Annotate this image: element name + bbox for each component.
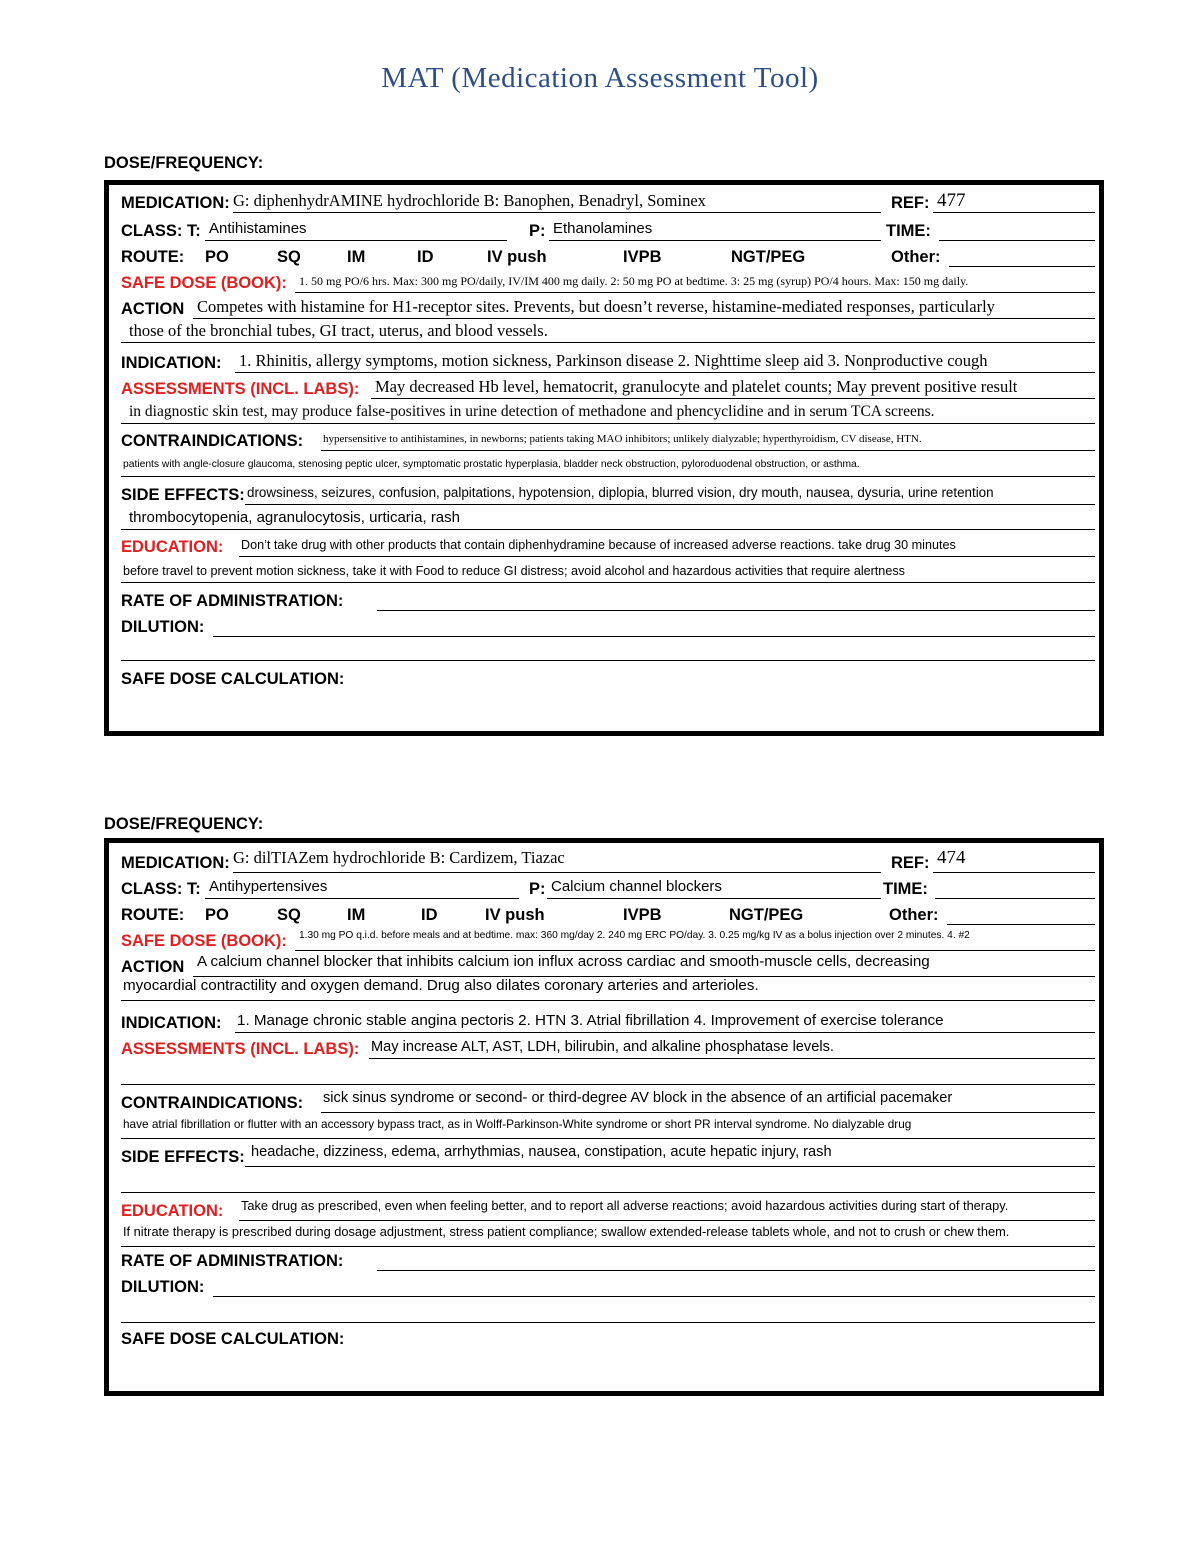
time-label: TIME: bbox=[886, 222, 931, 240]
safe-dose-label: SAFE DOSE (BOOK): bbox=[121, 932, 287, 950]
dilution-field[interactable] bbox=[213, 1275, 1095, 1297]
medication-field[interactable]: G: dilTIAZem hydrochloride B: Cardizem, Tiazac bbox=[233, 851, 881, 873]
contraindications-field-2[interactable]: patients with angle-closure glaucoma, stenosing peptic ulcer, symptomatic prostatic hyperplasia, bladder neck obstruction, pyloroduodenal obstruction, or asthma. bbox=[121, 455, 1095, 477]
education-label: EDUCATION: bbox=[121, 538, 224, 556]
contraindications-field-1[interactable]: sick sinus syndrome or second- or third-degree AV block in the absence of an artificial pacemaker bbox=[321, 1091, 1095, 1113]
route-ivpb[interactable]: IVPB bbox=[623, 248, 662, 266]
action-field-1[interactable]: Competes with histamine for H1-receptor sites. Prevents, but doesn’t reverse, histamine-mediated responses, particularly bbox=[193, 297, 1095, 319]
safe-dose-field[interactable]: 1. 50 mg PO/6 hrs. Max: 300 mg PO/daily, IV/IM 400 mg daily. 2: 50 mg PO at bedtime. 3: 25 mg (syrup) PO/4 hours. Max: 150 mg daily. bbox=[295, 271, 1095, 293]
education-field-1[interactable]: Don’t take drug with other products that contain diphenhydramine because of increased adverse reactions. take drug 30 minutes bbox=[239, 535, 1095, 557]
medication-label: MEDICATION: bbox=[121, 194, 230, 212]
dilution-field[interactable] bbox=[213, 615, 1095, 637]
side-effects-row bbox=[121, 481, 1101, 505]
class-p-field[interactable]: Calcium channel blockers bbox=[547, 877, 881, 899]
route-po[interactable]: PO bbox=[205, 248, 229, 266]
dilution-row bbox=[121, 1273, 1101, 1297]
dilution-label: DILUTION: bbox=[121, 1278, 205, 1296]
route-sq[interactable]: SQ bbox=[277, 248, 301, 266]
time-label: TIME: bbox=[883, 880, 928, 898]
safe-dose-row bbox=[121, 269, 1101, 293]
education-field-1[interactable]: Take drug as prescribed, even when feeling better, and to report all adverse reactions; avoid hazardous activities during start of therapy. bbox=[239, 1199, 1095, 1221]
rate-label: RATE OF ADMINISTRATION: bbox=[121, 1252, 344, 1270]
medication-row bbox=[121, 189, 1101, 213]
education-row-2 bbox=[121, 1223, 1101, 1247]
side-effects-field-2[interactable]: thrombocytopenia, agranulocytosis, urticaria, rash bbox=[121, 508, 1095, 530]
medication-row bbox=[121, 849, 1101, 873]
indication-field[interactable]: 1. Manage chronic stable angina pectoris 2. HTN 3. Atrial fibrillation 4. Improvement of exercise tolerance bbox=[235, 1011, 1095, 1033]
assessments-row bbox=[121, 375, 1101, 399]
side-effects-label: SIDE EFFECTS: bbox=[121, 1148, 245, 1166]
rate-field[interactable] bbox=[377, 1249, 1095, 1271]
contraindications-field-2[interactable]: have atrial fibrillation or flutter with an accessory bypass tract, as in Wolff-Parkinson-White syndrome or short PR interval syndrome. No dialyzable drug bbox=[121, 1117, 1095, 1139]
contraindications-label: CONTRAINDICATIONS: bbox=[121, 432, 304, 450]
side-effects-row-2 bbox=[121, 506, 1101, 530]
contraindications-field-1[interactable]: hypersensitive to antihistamines, in newborns; patients taking MAO inhibitors; unlikely dialyzable; hyperthyroidism, CV disease, HTN. bbox=[321, 429, 1095, 451]
class-p-field[interactable]: Ethanolamines bbox=[549, 219, 881, 241]
action-row-2 bbox=[121, 977, 1101, 1001]
contraindications-row-2 bbox=[121, 1115, 1101, 1139]
rate-row bbox=[121, 587, 1101, 611]
dilution-label: DILUTION: bbox=[121, 618, 205, 636]
safe-dose-calc-label: SAFE DOSE CALCULATION: bbox=[121, 1330, 345, 1348]
safe-dose-calc-row bbox=[121, 665, 1101, 689]
education-field-2[interactable]: before travel to prevent motion sickness, take it with Food to reduce GI distress; avoid alcohol and hazardous activities that require alertness bbox=[121, 561, 1095, 583]
safe-dose-calc-row bbox=[121, 1325, 1101, 1349]
side-effects-field-2[interactable] bbox=[121, 1171, 1095, 1193]
route-sq[interactable]: SQ bbox=[277, 906, 301, 924]
side-effects-row bbox=[121, 1143, 1101, 1167]
class-p-label: P: bbox=[529, 880, 546, 898]
class-t-field[interactable]: Antihypertensives bbox=[205, 877, 519, 899]
route-iv-push[interactable]: IV push bbox=[487, 248, 547, 266]
route-other: Other: bbox=[891, 248, 941, 266]
medication-field[interactable]: G: diphenhydrAMINE hydrochloride B: Banophen, Benadryl, Sominex bbox=[233, 191, 881, 213]
page-title: MAT (Medication Assessment Tool) bbox=[381, 62, 819, 94]
indication-row bbox=[121, 349, 1101, 373]
route-label: ROUTE: bbox=[121, 248, 185, 266]
indication-label: INDICATION: bbox=[121, 1014, 222, 1032]
rate-row bbox=[121, 1247, 1101, 1271]
route-ngt-peg[interactable]: NGT/PEG bbox=[729, 906, 804, 924]
side-effects-field-1[interactable]: headache, dizziness, edema, arrhythmias, nausea, constipation, acute hepatic injury, rash bbox=[245, 1145, 1095, 1167]
action-field-1[interactable]: A calcium channel blocker that inhibits calcium ion influx across cardiac and smooth-muscle cells, decreasing bbox=[193, 955, 1095, 977]
safe-dose-calc-label: SAFE DOSE CALCULATION: bbox=[121, 670, 345, 688]
route-im[interactable]: IM bbox=[347, 248, 366, 266]
education-field-2[interactable]: If nitrate therapy is prescribed during dosage adjustment, stress patient compliance; swallow extended-release tablets whole, and not to crush or chew them. bbox=[121, 1225, 1095, 1247]
class-t-label: CLASS: T: bbox=[121, 222, 201, 240]
education-label: EDUCATION: bbox=[121, 1202, 224, 1220]
dose-frequency-label: DOSE/FREQUENCY: bbox=[104, 154, 264, 172]
safe-dose-field[interactable]: 1.30 mg PO q.i.d. before meals and at bedtime. max: 360 mg/day 2. 240 mg ERC PO/day. 3. 0.25 mg/kg IV as a bolus injection over 2 minutes. 4. #2 bbox=[295, 929, 1095, 951]
education-row-2 bbox=[121, 559, 1101, 583]
route-row bbox=[121, 901, 1101, 925]
dose-frequency-label: DOSE/FREQUENCY: bbox=[104, 815, 264, 833]
route-other: Other: bbox=[889, 906, 939, 924]
medication-card-2 bbox=[104, 838, 1104, 1396]
ref-label: REF: bbox=[891, 854, 930, 872]
rate-field[interactable] bbox=[377, 589, 1095, 611]
blank-line bbox=[121, 1321, 1095, 1323]
route-ivpb[interactable]: IVPB bbox=[623, 906, 662, 924]
safe-dose-label: SAFE DOSE (BOOK): bbox=[121, 274, 287, 292]
indication-field[interactable]: 1. Rhinitis, allergy symptoms, motion sickness, Parkinson disease 2. Nighttime sleep aid 3. Nonproductive cough bbox=[235, 351, 1095, 373]
assessments-field-1[interactable]: May decreased Hb level, hematocrit, granulocyte and platelet counts; May prevent positive result bbox=[371, 377, 1095, 399]
side-effects-row-2 bbox=[121, 1169, 1101, 1193]
route-ngt-peg[interactable]: NGT/PEG bbox=[731, 248, 806, 266]
route-id[interactable]: ID bbox=[417, 248, 434, 266]
indication-row bbox=[121, 1009, 1101, 1033]
route-id[interactable]: ID bbox=[421, 906, 438, 924]
ref-label: REF: bbox=[891, 194, 930, 212]
assessments-label: ASSESSMENTS (INCL. LABS): bbox=[121, 380, 360, 398]
side-effects-field-1[interactable]: drowsiness, seizures, confusion, palpitations, hypotension, diplopia, blurred vision, dry mouth, nausea, dysuria, urine retention bbox=[245, 483, 1095, 505]
dilution-row bbox=[121, 613, 1101, 637]
contraindications-label: CONTRAINDICATIONS: bbox=[121, 1094, 304, 1112]
time-field[interactable] bbox=[939, 219, 1095, 241]
class-row bbox=[121, 217, 1101, 241]
assessments-label: ASSESSMENTS (INCL. LABS): bbox=[121, 1040, 360, 1058]
medication-label: MEDICATION: bbox=[121, 854, 230, 872]
rate-label: RATE OF ADMINISTRATION: bbox=[121, 592, 344, 610]
contraindications-row bbox=[121, 1089, 1101, 1113]
route-im[interactable]: IM bbox=[347, 906, 366, 924]
contraindications-row-2 bbox=[121, 453, 1101, 477]
class-p-label: P: bbox=[529, 222, 546, 240]
medication-card-1 bbox=[104, 180, 1104, 736]
class-t-label: CLASS: T: bbox=[121, 880, 201, 898]
action-field-2[interactable]: those of the bronchial tubes, GI tract, uterus, and blood vessels. bbox=[121, 321, 1095, 343]
route-po[interactable]: PO bbox=[205, 906, 229, 924]
action-row-2 bbox=[121, 319, 1101, 343]
action-row bbox=[121, 953, 1101, 977]
side-effects-label: SIDE EFFECTS: bbox=[121, 486, 245, 504]
class-row bbox=[121, 875, 1101, 899]
route-row bbox=[121, 243, 1101, 267]
route-iv-push[interactable]: IV push bbox=[485, 906, 545, 924]
assessments-field-2[interactable] bbox=[121, 1063, 1095, 1085]
assessments-row-2 bbox=[121, 400, 1101, 424]
assessments-row bbox=[121, 1035, 1101, 1059]
assessments-field-1[interactable]: May increase ALT, AST, LDH, bilirubin, and alkaline phosphatase levels. bbox=[369, 1037, 1095, 1059]
assessments-field-2[interactable]: in diagnostic skin test, may produce false-positives in urine detection of methadone and phencyclidine and in serum TCA screens. bbox=[121, 402, 1095, 424]
indication-label: INDICATION: bbox=[121, 354, 222, 372]
time-field[interactable] bbox=[935, 877, 1095, 899]
action-row bbox=[121, 295, 1101, 319]
ref-field[interactable]: 474 bbox=[933, 851, 1095, 873]
action-label: ACTION bbox=[121, 300, 185, 318]
class-t-field[interactable]: Antihistamines bbox=[205, 219, 507, 241]
assessments-row-2 bbox=[121, 1061, 1101, 1085]
route-other-field[interactable] bbox=[949, 245, 1095, 267]
education-row bbox=[121, 533, 1101, 557]
action-label: ACTION bbox=[121, 958, 185, 976]
blank-line bbox=[121, 659, 1095, 661]
education-row bbox=[121, 1197, 1101, 1221]
ref-field[interactable]: 477 bbox=[933, 191, 1095, 213]
route-label: ROUTE: bbox=[121, 906, 185, 924]
contraindications-row bbox=[121, 427, 1101, 451]
safe-dose-row bbox=[121, 927, 1101, 951]
action-field-2[interactable]: myocardial contractility and oxygen demand. Drug also dilates coronary arteries and arterioles. bbox=[121, 979, 1095, 1001]
route-other-field[interactable] bbox=[947, 903, 1095, 925]
